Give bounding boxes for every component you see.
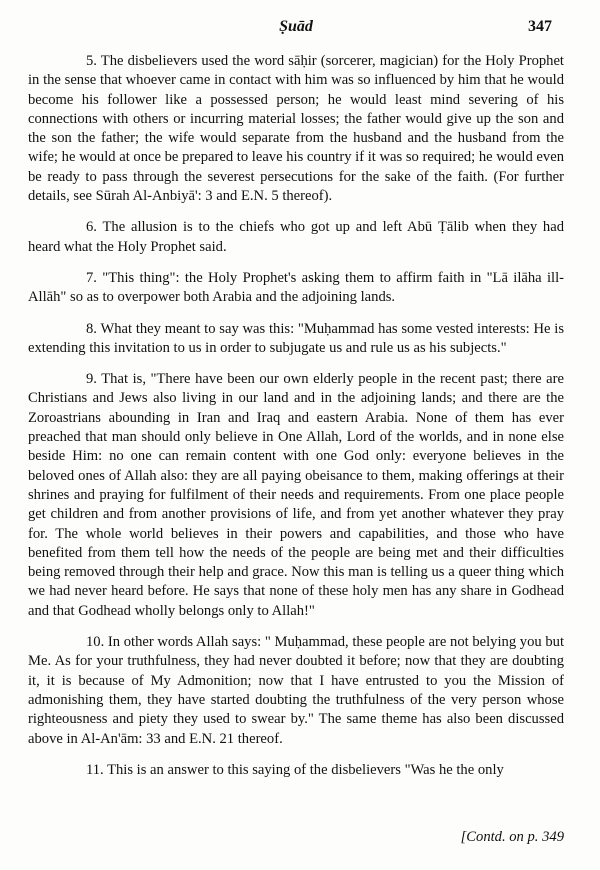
chapter-title: Ṣuād xyxy=(279,18,313,35)
note-10: 10. In other words Allah says: " Muḥammad, these people are not belying you but Me. As for your truthfulness, they had never doubted it before; now that they are doubting it, it is because of My Admonition; now that I have entrusted to you the Mission of admonishing them, they have started doubting the truthfulness of the very person whose righteousness and piety they used to swear by." The same theme has also been discussed above in Al-An'ām: 33 and E.N. 21 thereof. xyxy=(28,634,564,747)
explanatory-notes xyxy=(28,52,564,780)
note-6: 6. The allusion is to the chiefs who got up and left Abū Ṭālib when they had heard what the Holy Prophet said. xyxy=(28,219,564,255)
running-head xyxy=(28,18,564,42)
note-7: 7. "This thing": the Holy Prophet's asking them to affirm faith in "Lā ilāha ill-Allāh" so as to overpower both Arabia and the adjoining lands. xyxy=(28,269,564,306)
note-9: 9. That is, "There have been our own elderly people in the recent past; there are Christians and Jews also living in our land and in the adjoining lands; and there are the Zoroastrians abounding in Iran and Iraq and eastern Arabia. None of them has ever preached that man should only believe in One Allah, Lord of the worlds, and in none else beside Him: no one can remain content with one God only: everyone believes in the beloved ones of Allah also: they are all paying obeisance to them, making offerings at their shrines and praying for fulfilment of their needs and requirements. From one place people get children and from another provisions of life, and from yet another whatever they pray for. The whole world believes in their powers and capabilities, and those who have benefited from them tell how the needs of the people are being met and their difficulties being removed through their help and grace. Now this man is telling us a queer thing which we had never heard before. He says that none of these holy men has any share in Godhead and that Godhead wholly belongs only to Allah!" xyxy=(28,371,564,619)
note-5: 5. The disbelievers used the word sāḥir (sorcerer, magician) for the Holy Prophet in the sense that whoever came in contact with him was so influenced by him that he would become his follower like a possessed person; he would least mind severing of his connections with others or incurring material losses; the father would give up the son and the son the father; the wife would separate from the husband and the husband from the wife; he would at once be prepared to leave his country if it was so required; he would even be ready to pass through the severest persecutions for the sake of the faith. (For further details, see Sūrah Al-Anbiyā': 3 and E.N. 5 thereof). xyxy=(28,53,564,205)
page-number: 347 xyxy=(528,18,552,35)
note-8: 8. What they meant to say was this: "Muḥammad has some vested interests: He is extending this invitation to us in order to subjugate us and rule us as his subjects." xyxy=(28,320,564,356)
note-11: 11. This is an answer to this saying of the disbelievers "Was he the only xyxy=(86,761,504,778)
continuation-note: [Contd. on p. 349 xyxy=(460,829,564,845)
